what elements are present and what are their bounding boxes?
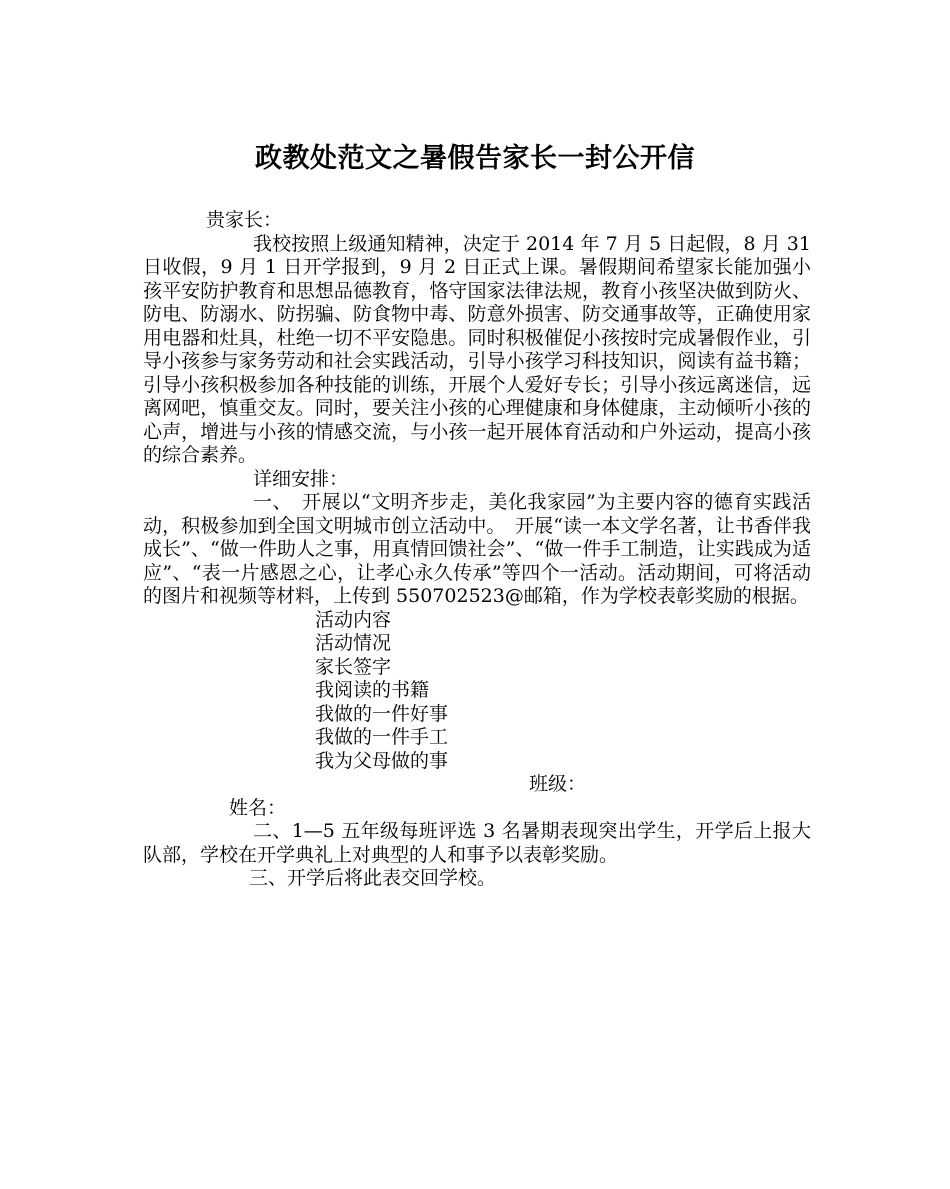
table-label-for-parents: 我为父母做的事: [315, 749, 449, 772]
table-label-good-deed: 我做的一件好事: [315, 702, 449, 725]
table-label-activity-status: 活动情况: [315, 632, 392, 654]
letter-body: [143, 209, 811, 891]
arrangement-heading: 详细安排：: [253, 467, 349, 490]
item-three-line: 三、开学后将此表交回学校。: [249, 867, 497, 889]
salutation: 贵家长：: [206, 209, 283, 231]
table-label-handicraft: 我做的一件手工: [315, 726, 449, 748]
intro-paragraph: 我校按照上级通知精神，决定于 2014 年 7 月 5 日起假，8 月 31 日收假，9 月 1 日开学报到，9 月 2 日正式上课。暑假期间希望家长能加强小孩平安防护教育和思想品德教育，恪守国家法律法规，教育小孩坚决做到防火、防电、防溺水、防拐骗、防食物中毒、防意外损害、防交通事故等，正确使用家用电器和灶具，杜绝一切不平安隐患。同时积极催促小孩按时完成暑假作业，引导小孩参与家务劳动和社会实践活动，引导小孩学习科技知识，阅读有益书籍；引导小孩积极参加各种技能的训练，开展个人爱好专长；引导小孩远离迷信，远离网吧，慎重交友。同时，要关注小孩的心理健康和身体健康，主动倾听小孩的心声，增进与小孩的情感交流，与小孩一起开展体育活动和户外运动，提高小孩的综合素养。: [143, 232, 811, 466]
table-label-books-read: 我阅读的书籍: [315, 679, 430, 701]
name-label: 姓名：: [229, 796, 287, 819]
document-title: 政教处范文之暑假告家长一封公开信: [255, 143, 695, 174]
table-label-activity-content: 活动内容: [315, 608, 392, 631]
table-label-parent-signature: 家长签字: [315, 655, 392, 678]
class-label: 班级：: [529, 773, 587, 795]
item-one-paragraph: 一、 开展以“文明齐步走，美化我家园”为主要内容的德育实践活动，积极参加到全国文明城市创立活动中。 开展“读一本文学名著，让书香伴我成长”、“做一件助人之事，用真情回馈社会”、“做一件手工制造，让实践成为适应”、“表一片感恩之心，让孝心永久传承”等四个一活动。活动期间，可将活动的图片和视频等材料，上传到 550702523@邮箱，作为学校表彰奖励的根据。: [143, 491, 811, 607]
item-two-paragraph: 二、1—5 五年级每班评选 3 名暑期表现突出学生，开学后上报大队部，学校在开学典礼上对典型的人和事予以表彰奖励。: [143, 820, 811, 866]
